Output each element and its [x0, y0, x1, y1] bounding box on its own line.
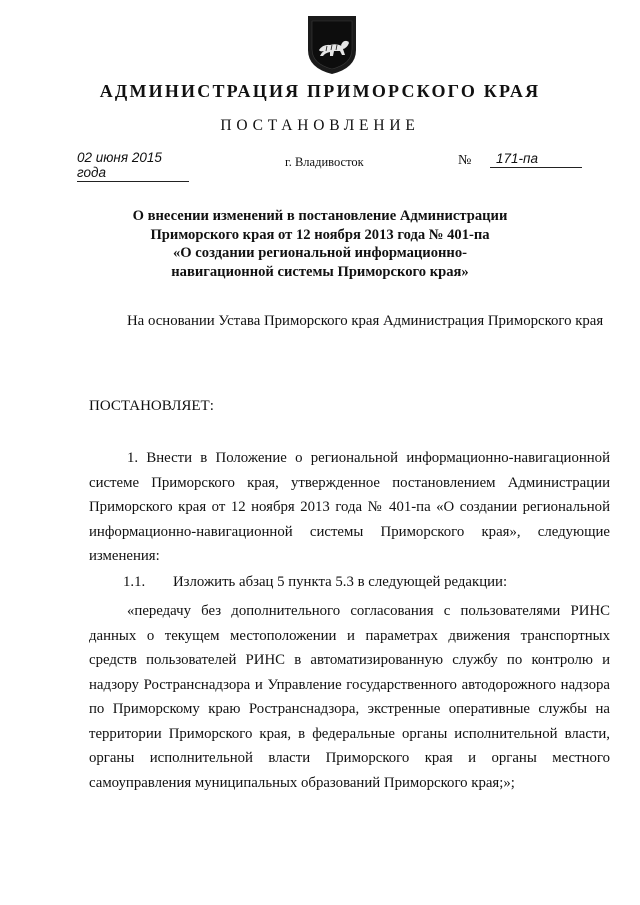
coat-of-arms-icon — [305, 14, 359, 76]
item-1-1-text: Изложить абзац 5 пункта 5.3 в следующей редакции: — [173, 574, 508, 590]
document-type-title: ПОСТАНОВЛЕНИЕ — [220, 117, 420, 134]
document-number-label: № — [458, 153, 472, 168]
subject-line: Приморского края от 12 ноября 2013 года № 401-па — [150, 226, 490, 243]
basis-paragraph: На основании Устава Приморского края Администрация Приморского края — [127, 313, 604, 329]
document-number: 171-па — [490, 151, 582, 168]
item-1-paragraph: 1. Внести в Положение о региональной информационно-навигационной системе Приморского края, утвержденное постановлением Администрации Приморского края от 12 ноября 2013 года № 401-па «О создании региональной информационно-навигационной системы Приморского края», следующие изменения: — [89, 450, 610, 564]
item-1-1-paragraph — [123, 570, 507, 595]
subject-line: «О создании региональной информационно- — [173, 245, 467, 261]
subject-line: О внесении изменений в постановление Администрации — [132, 208, 508, 224]
subject-line: навигационной системы Приморского края» — [171, 263, 469, 280]
document-subject — [110, 207, 530, 281]
organization-title: АДМИНИСТРАЦИЯ ПРИМОРСКОГО КРАЯ — [99, 81, 541, 101]
document-date: 02 июня 2015 года — [77, 150, 189, 182]
document-city: г. Владивосток — [285, 155, 364, 169]
item-1-1-number: 1.1. — [123, 574, 146, 590]
quoted-amendment-paragraph: «передачу без дополнительного согласования с пользователями РИНС данных о текущем местоположении и параметрах движения транспортных средств пользователей РИНС в автоматизированную службу по контролю и надзору Ространснадзора и Управление государственного автодорожного надзора по Приморскому краю Ространснадзора, экстренные оперативные службы на территории Приморского края, в федеральные органы исполнительной власти, органы исполнительной власти Приморского края и органы местного самоуправления муниципальных образований Приморского края;»; — [89, 603, 610, 791]
resolves-heading: ПОСТАНОВЛЯЕТ: — [89, 398, 214, 414]
